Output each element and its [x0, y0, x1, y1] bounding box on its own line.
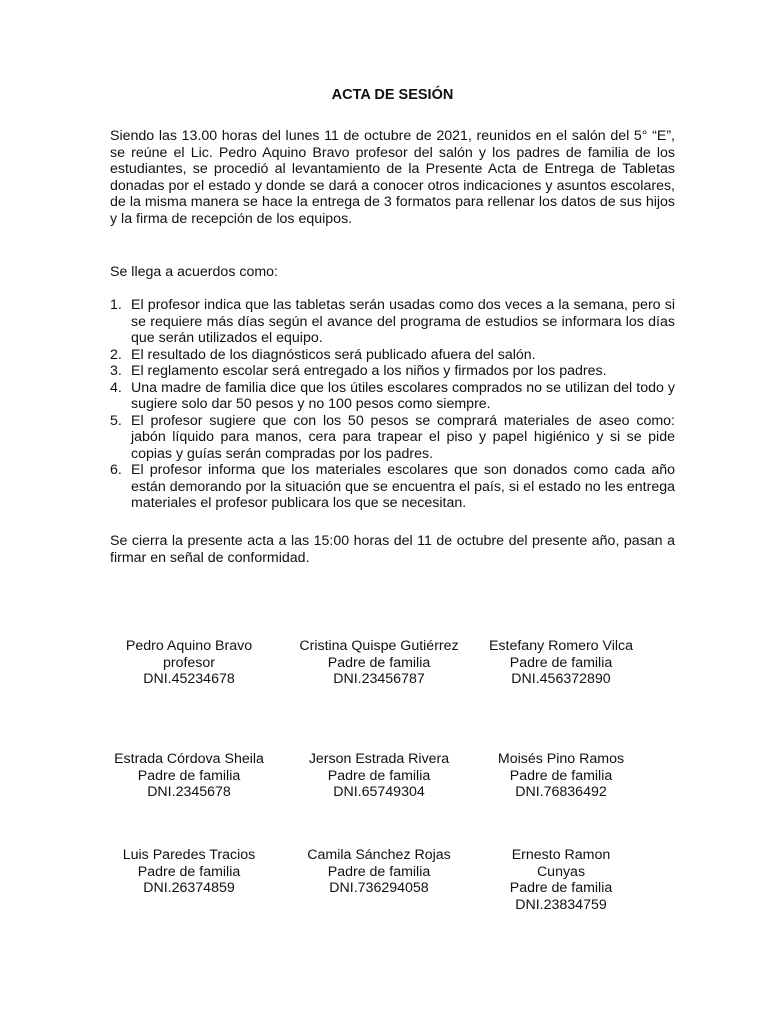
agreement-number: 3.: [110, 363, 122, 379]
signer-name: Jerson Estrada Rivera: [308, 751, 450, 767]
closing-paragraph: Se cierra la presente acta a las 15:00 horas del 11 de octubre del presente año, pasan a firmar en señal de conformidad.: [110, 533, 675, 566]
signer-dni: DNI.76836492: [515, 784, 607, 800]
agreement-text: El profesor sugiere que con los 50 pesos se comprará materiales de aseo como: jabón líquido para manos, cera para trapear el piso y papel higiénico y si se pide copias y guías serán compradas por los padres.: [131, 412, 675, 462]
signer-name: Estefany Romero Vilca: [488, 638, 634, 654]
agreement-number: 5.: [110, 412, 122, 429]
signature-grid: [110, 0, 675, 1024]
signer-name: Cristina Quispe Gutiérrez: [299, 638, 459, 654]
agreement-text: El reglamento escolar será entregado a los niños y firmados por los padres.: [131, 363, 607, 379]
signer-name: Pedro Aquino Bravo: [125, 638, 253, 654]
signer-role: profesor: [162, 654, 216, 671]
signer-role: Padre de familia: [327, 863, 431, 880]
signer-dni: DNI.26374859: [143, 880, 235, 896]
signature-block: [284, 638, 474, 688]
signer-role: Padre de familia: [509, 654, 613, 671]
agreement-number: 1.: [110, 297, 122, 313]
signer-dni: DNI.456372890: [511, 671, 611, 687]
signer-role: Padre de familia: [509, 767, 613, 784]
signature-block: [94, 847, 284, 897]
agreement-number: 6.: [110, 462, 122, 478]
signer-dni: DNI.23456787: [333, 671, 425, 687]
signature-block: [466, 751, 656, 801]
signer-name: Ernesto Ramon Cunyas: [511, 847, 611, 880]
signer-dni: DNI.45234678: [143, 671, 235, 687]
signer-dni: DNI.736294058: [329, 880, 429, 896]
signature-block: [506, 847, 616, 913]
intro-paragraph: Siendo las 13.00 horas del lunes 11 de octubre de 2021, reunidos en el salón del 5° “E”, se reúne el Lic. Pedro Aquino Bravo profesor del salón y los padres de familia de los estudiantes, se procedió al levantamiento de la Presente Acta de Entrega de Tabletas donadas por el estado y donde se dará a conocer otros indicaciones y asuntos escolares, de la misma manera se hace la entrega de 3 formatos para rellenar los datos de sus hijos y la firma de recepción de los equipos.: [110, 128, 675, 227]
signer-name: Camila Sánchez Rojas: [307, 847, 451, 863]
agreement-text: El profesor informa que los materiales escolares que son donados como cada año están demorando por la situación que se encuentra el país, si el estado no les entrega materiales el profesor publicara los que se necesitan.: [131, 462, 675, 511]
signer-role: Padre de familia: [509, 880, 613, 896]
signer-role: Padre de familia: [137, 863, 241, 880]
signer-dni: DNI.2345678: [147, 784, 231, 800]
signer-dni: DNI.23834759: [515, 896, 607, 913]
signer-role: Padre de familia: [327, 767, 431, 784]
document-title: ACTA DE SESIÓN: [331, 87, 454, 103]
signature-block: [284, 751, 474, 801]
agreement-text: El profesor indica que las tabletas serán usadas como dos veces a la semana, pero si se requiere más días según el avance del programa de estudios se informara los días que serán utilizados el equipo.: [131, 297, 675, 346]
signer-name: Estrada Córdova Sheila: [114, 751, 264, 767]
signer-role: Padre de familia: [137, 767, 241, 784]
signature-block: [94, 638, 284, 688]
agreement-text: Una madre de familia dice que los útiles escolares comprados no se utilizan del todo y sugiere solo dar 50 pesos y no 100 pesos como siempre.: [131, 379, 675, 412]
signer-name: Luis Paredes Tracios: [122, 847, 256, 863]
signer-role: Padre de familia: [327, 654, 431, 671]
agreement-text: El resultado de los diagnósticos será publicado afuera del salón.: [131, 346, 536, 363]
agreement-number: 2.: [110, 346, 122, 363]
signature-block: [94, 751, 284, 801]
signer-name: Moisés Pino Ramos: [497, 751, 625, 767]
signer-dni: DNI.65749304: [333, 784, 425, 800]
agreement-number: 4.: [110, 379, 122, 396]
signature-block: [466, 638, 656, 688]
signature-block: [284, 847, 474, 897]
agreements-lead: Se llega a acuerdos como:: [110, 264, 278, 280]
